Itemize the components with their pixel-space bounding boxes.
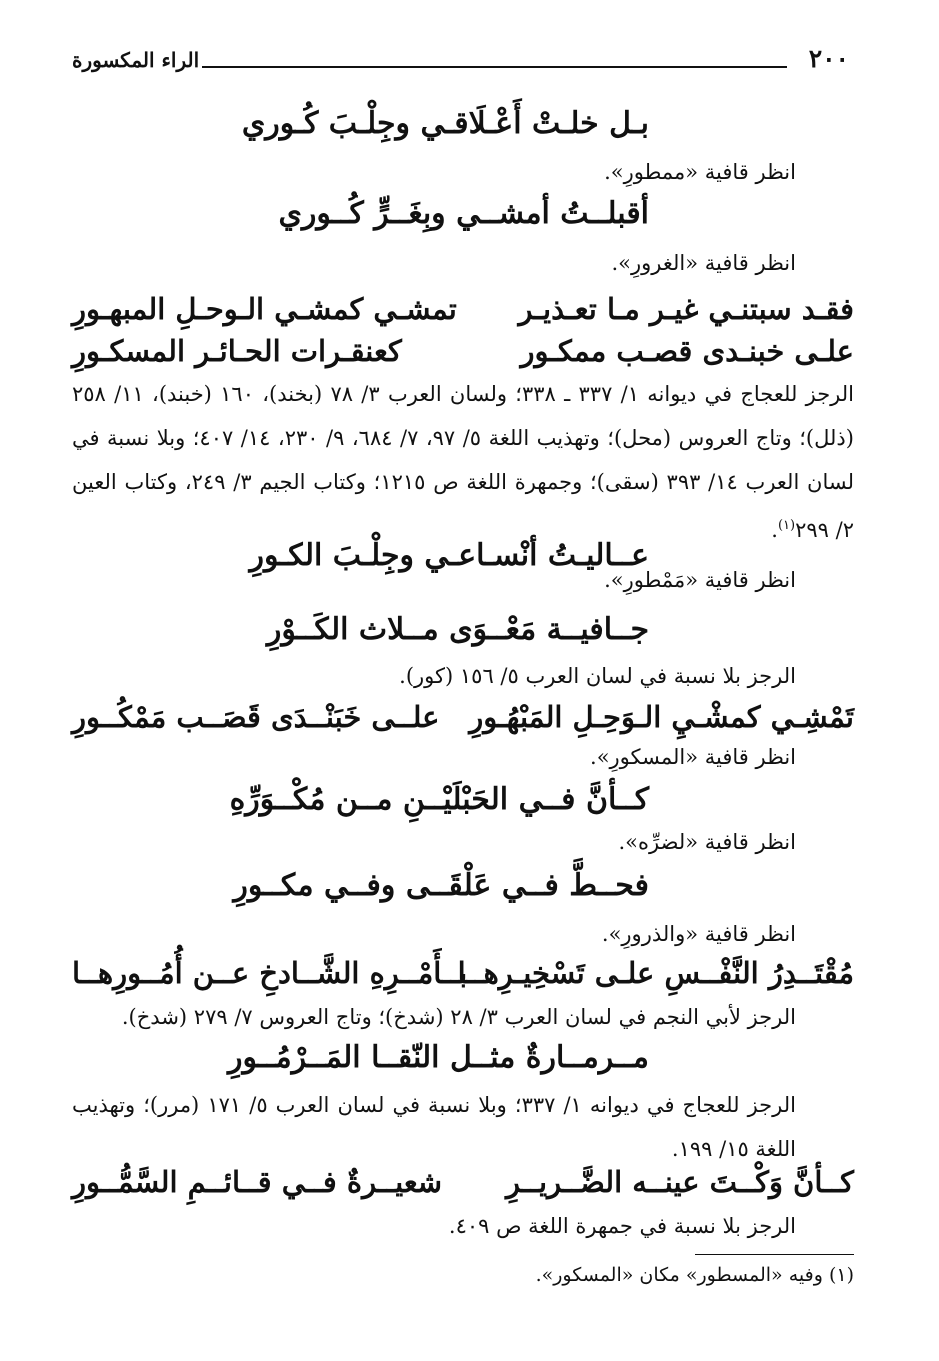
note-2: انظر قافية «الغرورِ».: [611, 251, 796, 275]
verse-11: مــرمــارةٌ مثــل النّقــا المَــرْمُــورِ: [228, 1040, 649, 1075]
verse-7-second-hemistich: علــى خَبَنْــدَى قَصَــب مَمْكُــورِ: [72, 700, 440, 734]
footnote-rule: [695, 1254, 854, 1255]
verse-2: أقبلــتُ أمشــي وبِغَــرٍّ كُــوري: [278, 196, 649, 231]
verse-10-first-hemistich: مُقْتَــدِرُ النَّفْــسِ علـى تَسْخِيـرِهــا: [457, 956, 854, 990]
verse-7-first-hemistich: تَمْشِـي كمشْـيِ الـوَحِـلِ المَبْهُـورِ: [469, 700, 854, 734]
note-1: انظر قافية «ممطورِ».: [604, 160, 796, 184]
verse-1: بـل خلـتْ أَعْـلَاقـي وجِلْـبَ كُـوري: [241, 106, 649, 141]
header-rule: [202, 66, 787, 68]
citation-text: الرجز للعجاج في ديوانه ١/ ٣٣٧ ـ ٣٣٨؛ ولسان العرب ٣/ ٧٨ (بخند)، ١٦٠ (خبند)، ١١/ ٢٥٨ (ذلل)؛ وتاج العروس (محل)؛ وتهذيب اللغة ٥/ ٩٧، ٧/ ٦٨٤، ٩/ ٢٣٠، ١٤/ ٤٠٧؛ وبلا نسبة في لسان العرب ١٤/ ٣٩٣ (سقى)؛ وجمهرة اللغة ص ١٢١٥؛ وكتاب الجيم ٣/ ٢٤٩، وكتاب العين ٢/ ٢٩٩: [72, 382, 854, 542]
note-7: انظر قافية «المسكورِ».: [590, 745, 796, 769]
verse-8: كــأنَّ فــي الحَبْلَيْــنِ مــن مُكْــوَرِّهِ: [229, 782, 649, 817]
verse-12-second-hemistich: شعيــرةٌ فــي قــائــمِ السَّمُّــورِ: [72, 1165, 443, 1199]
verse-3-first-hemistich: فقـد سبتنـي غيـر مـا تعـذيـر: [518, 292, 854, 326]
verse-12-first-hemistich: كــأنَّ وَكْــتَ عينــه الضَّــريــرِ: [506, 1165, 854, 1199]
verse-3-second-hemistich: تمشـي كمشـي الـوحـلِ المبهـورِ: [72, 292, 457, 326]
section-title: الراء المكسورة: [72, 48, 200, 72]
note-9: انظر قافية «والذرورِ».: [601, 922, 796, 946]
note-12: الرجز بلا نسبة في جمهرة اللغة ص ٤٠٩.: [448, 1214, 796, 1238]
verse-5: عــاليـتُ أنْسـاعـي وجِلْـبَ الكـورِ: [249, 538, 649, 573]
citation-period: .: [771, 518, 778, 542]
footnote: (١) وفيه «المسطور» مكان «المسكور».: [535, 1264, 854, 1286]
note-5: انظر قافية «مَمْطورِ».: [604, 568, 796, 592]
footnote-marker: (١): [777, 518, 796, 533]
verse-9: فحــطَّ فــي عَلْقَــى وفــي مكــورِ: [233, 868, 649, 903]
note-10: الرجز لأبي النجم في لسان العرب ٣/ ٢٨ (شدخ)؛ وتاج العروس ٧/ ٢٧٩ (شدخ).: [121, 1005, 796, 1029]
note-8: انظر قافية «لضرِّه».: [618, 830, 796, 854]
verse-6: جــافيــة مَعْــوَى مــلاث الكَــوْرِ: [266, 612, 649, 647]
verse-10-second-hemistich: بــأَمْــرِهِ الشَّــادخِ عــن أُمُــورِهــا: [72, 956, 468, 990]
citation-paragraph-1: [72, 372, 854, 552]
citation-paragraph-2: الرجز للعجاج في ديوانه ١/ ٣٣٧؛ وبلا نسبة في لسان العرب ٥/ ١٧١ (مرر)؛ وتهذيب اللغة ١٥/ ١٩٩.: [72, 1093, 796, 1161]
verse-4-second-hemistich: كعنقـرات الحـائـر المسكـورِ: [72, 334, 402, 368]
note-6: الرجز بلا نسبة في لسان العرب ٥/ ١٥٦ (كور).: [399, 664, 796, 688]
running-header: [72, 44, 849, 80]
verse-4-first-hemistich: علـى خبنـدى قصـب ممكـور: [520, 334, 854, 368]
page-number: ٢٠٠: [808, 44, 849, 73]
